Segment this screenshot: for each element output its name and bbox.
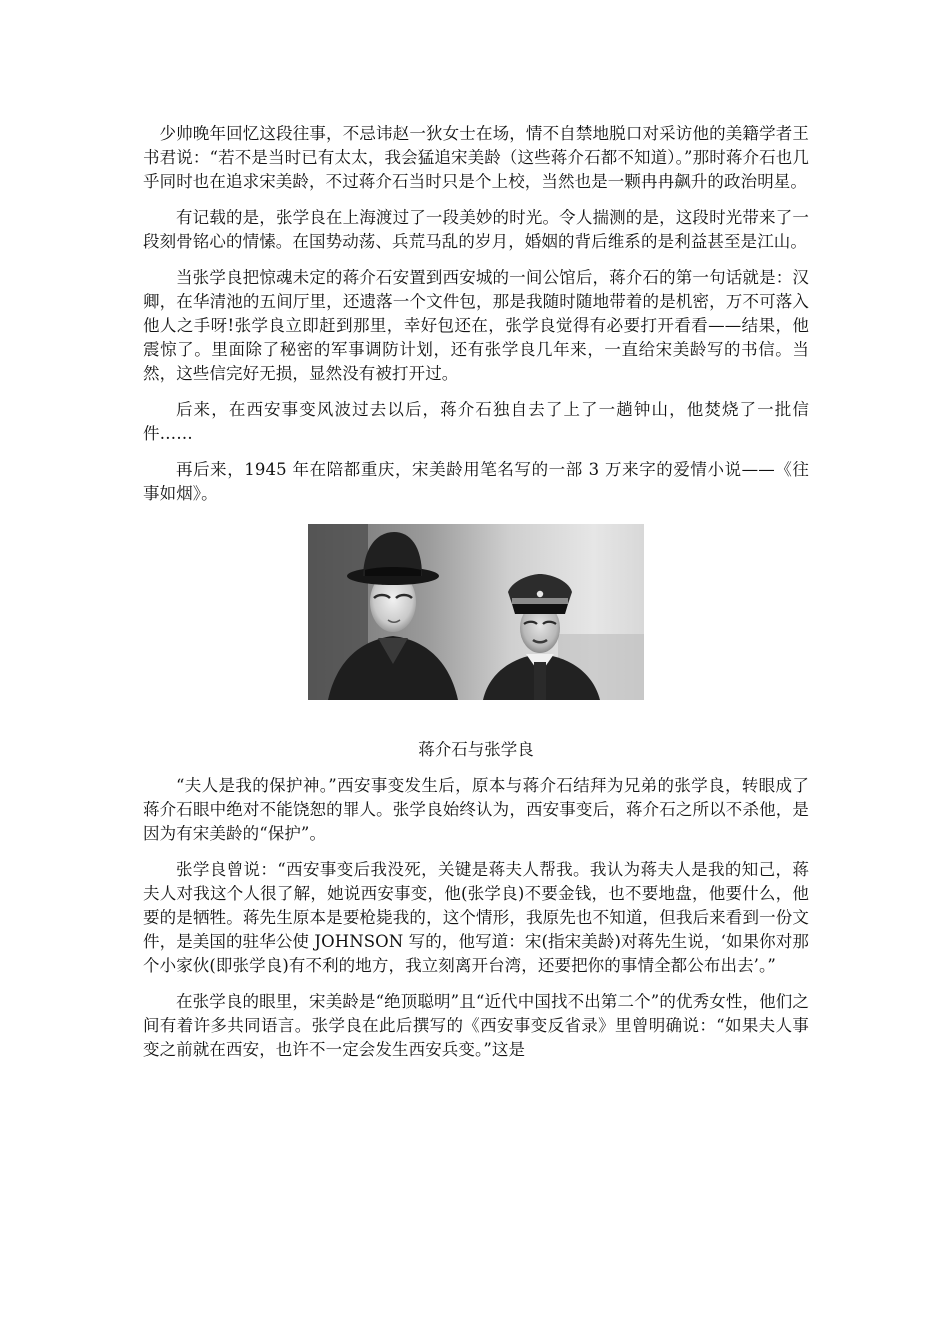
paragraph-5: 再后来，1945 年在陪都重庆，宋美龄用笔名写的一部 3 万来字的爱情小说——《往事如烟》。: [143, 460, 809, 503]
photo-two-men-icon: [308, 524, 644, 700]
paragraph-2: 有记载的是，张学良在上海渡过了一段美妙的时光。令人揣测的是，这段时光带来了一段刻骨铭心的情愫。在国势动荡、兵荒马乱的岁月，婚姻的背后维系的是利益甚至是江山。: [143, 208, 809, 251]
paragraph-8: 在张学良的眼里，宋美龄是“绝顶聪明”且“近代中国找不出第二个”的优秀女性，他们之间有着许多共同语言。张学良在此后撰写的《西安事变反省录》里曾明确说：“如果夫人事变之前就在西安，也许不一定会发生西安兵变。”这是: [143, 992, 809, 1059]
paragraph-6: “夫人是我的保护神。”西安事变发生后，原本与蒋介石结拜为兄弟的张学良，转眼成了蒋介石眼中绝对不能饶恕的罪人。张学良始终认为，西安事变后，蒋介石之所以不杀他，是因为有宋美龄的“保护”。: [143, 776, 809, 843]
paragraph-4: 后来，在西安事变风波过去以后，蒋介石独自去了上了一趟钟山，他焚烧了一批信件……: [143, 400, 809, 443]
paragraph-3: 当张学良把惊魂未定的蒋介石安置到西安城的一间公馆后，蒋介石的第一句话就是：汉卿，在华清池的五间厅里，还遗落一个文件包，那是我随时随地带着的是机密，万不可落入他人之手呀!张学良立即赶到那里，幸好包还在，张学良觉得有必要打开看看——结果，他震惊了。里面除了秘密的军事调防计划，还有张学良几年来，一直给宋美龄写的书信。当然，这些信完好无损，显然没有被打开过。: [143, 268, 809, 383]
document-page: [143, 122, 809, 1074]
paragraph-7: 张学良曾说：“西安事变后我没死，关键是蒋夫人帮我。我认为蒋夫人是我的知己，蒋夫人对我这个人很了解，她说西安事变，他(张学良)不要金钱，也不要地盘，他要什么，他要的是牺牲。蒋先生原本是要枪毙我的，这个情形，我原先也不知道，但我后来看到一份文件，是美国的驻华公使 JOHNSON 写的，他写道：宋(指宋美龄)对蒋先生说，‘如果你对那个小家伙(即张学良)有不利的地方，我立刻离开台湾，还要把你的事情全都公布出去’。”: [143, 860, 809, 975]
photo-caption: 蒋介石与张学良: [418, 740, 534, 759]
historical-photo: [308, 524, 644, 700]
paragraph-1: 少帅晚年回忆这段往事，不忌讳赵一狄女士在场，情不自禁地脱口对采访他的美籍学者王书君说：“若不是当时已有太太，我会猛追宋美龄（这些蒋介石都不知道）。”那时蒋介石也几乎同时也在追求宋美龄，不过蒋介石当时只是个上校，当然也是一颗冉冉飙升的政治明星。: [143, 124, 809, 191]
